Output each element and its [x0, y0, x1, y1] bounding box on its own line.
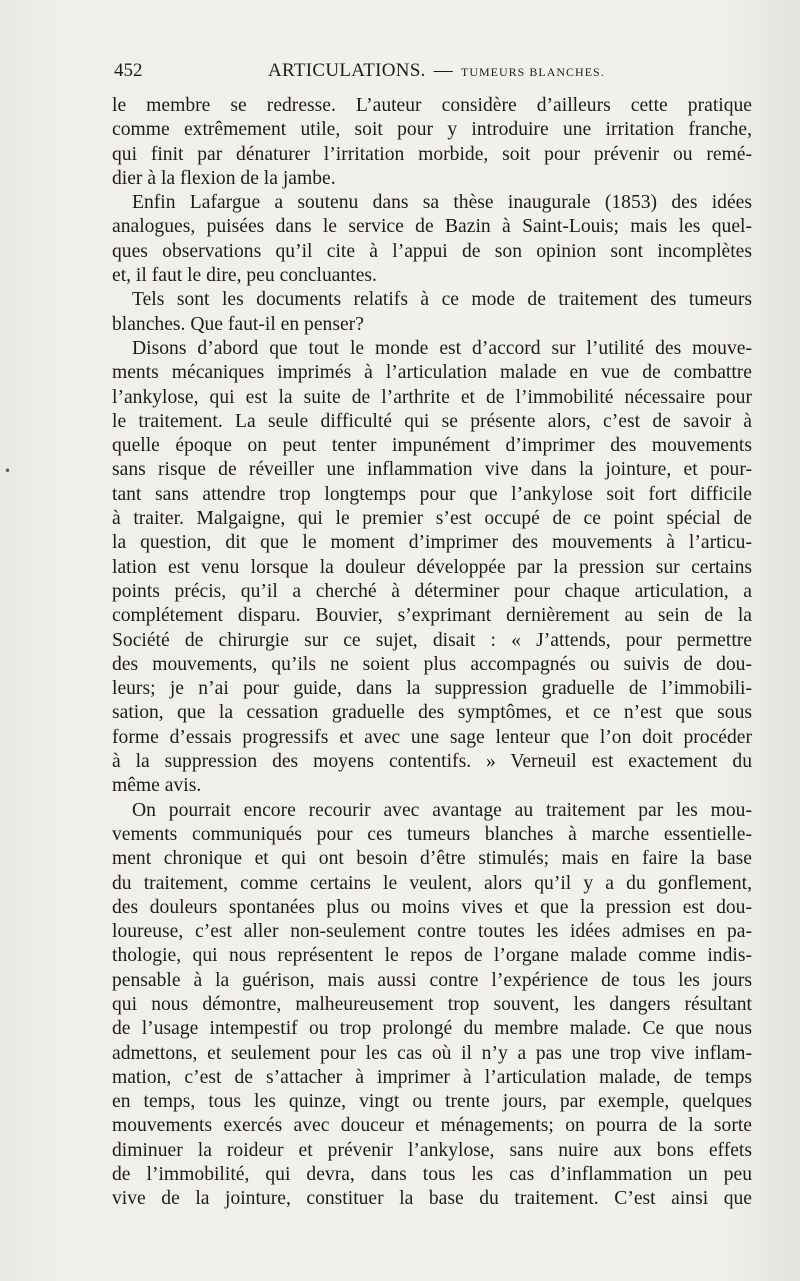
- text-line: thologie, qui nous représentent le repos de l’organe malade comme indis-: [112, 945, 752, 967]
- text-line: mation, c’est de s’attacher à imprimer à l’articulation malade, de temps: [112, 1066, 752, 1088]
- text-line: ques observations qu’il cite à l’appui de son opinion sont incomplètes: [112, 240, 752, 262]
- text-line: sans risque de réveiller une inflammation vive dans la jointure, et pour-: [112, 459, 752, 481]
- text-line: Enfin Lafargue a soutenu dans sa thèse inaugurale (1853) des idées: [132, 192, 752, 214]
- text-line: qui finit par dénaturer l’irritation morbide, soit pour prévenir ou remé-: [112, 143, 752, 165]
- running-title: [268, 60, 605, 82]
- text-line: comme extrêmement utile, soit pour y introduire une irritation franche,: [112, 119, 752, 141]
- body-text: [112, 94, 752, 1212]
- text-line: points précis, qu’il a cherché à déterminer pour chaque articulation, a: [112, 580, 752, 602]
- text-line: Tels sont les documents relatifs à ce mode de traitement des tumeurs: [132, 289, 752, 311]
- text-line: mouvements exercés avec douceur et ménagements; on pourra de la sorte: [112, 1115, 752, 1137]
- text-line: On pourrait encore recourir avec avantage au traitement par les mou-: [132, 799, 752, 821]
- text-line: même avis.: [112, 775, 202, 797]
- text-line: complétement disparu. Bouvier, s’exprimant dernièrement au sein de la: [112, 605, 752, 627]
- text-line: qui nous démontre, malheureusement trop souvent, les dangers résultant: [112, 993, 752, 1015]
- text-line: forme d’essais progressifs et avec une sage lenteur que l’on doit procéder: [112, 726, 752, 748]
- text-line: lation est venu lorsque la douleur développée par la pression sur certains: [112, 556, 752, 578]
- text-line: en temps, tous les quinze, vingt ou trente jours, par exemple, quelques: [112, 1091, 752, 1113]
- text-line: de l’usage intempestif ou trop prolongé du membre malade. Ce que nous: [112, 1018, 752, 1040]
- text-line: tant sans attendre trop longtemps pour que l’ankylose soit fort difficile: [112, 483, 752, 505]
- running-header: [112, 58, 752, 86]
- text-line: des douleurs spontanées plus ou moins vives et que la pression est dou-: [112, 896, 752, 918]
- text-line: ment chronique et qui ont besoin d’être stimulés; mais en faire la base: [112, 848, 752, 870]
- text-line: diminuer la roideur et prévenir l’ankylose, sans nuire aux bons effets: [112, 1139, 752, 1161]
- text-line: à la suppression des moyens contentifs. » Verneuil est exactement du: [112, 751, 752, 773]
- text-line: analogues, puisées dans le service de Bazin à Saint-Louis; mais les quel-: [112, 216, 752, 238]
- text-line: des mouvements, qu’ils ne soient plus accompagnés ou suivis de dou-: [112, 653, 752, 675]
- text-line: la question, dit que le moment d’imprimer des mouvements à l’articu-: [112, 532, 752, 554]
- text-line: sation, que la cessation graduelle des symptômes, et ce n’est que sous: [112, 702, 752, 724]
- section-title: TUMEURS BLANCHES.: [461, 65, 605, 79]
- text-line: ments mécaniques imprimés à l’articulation malade en vue de combattre: [112, 362, 752, 384]
- chapter-title: ARTICULATIONS.: [268, 60, 426, 81]
- text-line: quelle époque on peut tenter impunément d’imprimer des mouvements: [112, 435, 752, 457]
- text-line: admettons, et seulement pour les cas où il n’y a pas une trop vive inflam-: [112, 1042, 752, 1064]
- text-line: l’ankylose, qui est la suite de l’arthrite et de l’immobilité nécessaire pour: [112, 386, 752, 408]
- text-line: pensable à la guérison, mais aussi contre l’expérience de tous les jours: [112, 969, 752, 991]
- text-line: le traitement. La seule difficulté qui se présente alors, c’est de savoir à: [112, 410, 752, 432]
- page-number: 452: [114, 60, 143, 81]
- text-line: blanches. Que faut-il en penser?: [112, 313, 364, 335]
- text-line: Disons d’abord que tout le monde est d’accord sur l’utilité des mouve-: [132, 337, 752, 359]
- text-line: le membre se redresse. L’auteur considère d’ailleurs cette pratique: [112, 95, 752, 116]
- text-line: dier à la flexion de la jambe.: [112, 167, 336, 189]
- text-line: du traitement, comme certains le veulent, alors qu’il y a du gonflement,: [112, 872, 752, 894]
- text-line: à traiter. Malgaigne, qui le premier s’est occupé de ce point spécial de: [112, 508, 752, 530]
- text-line: Société de chirurgie sur ce sujet, disait : « J’attends, pour permettre: [112, 629, 752, 651]
- text-line: et, il faut le dire, peu concluantes.: [112, 265, 377, 287]
- text-line: vive de la jointure, constituer la base du traitement. C’est ainsi que: [112, 1188, 752, 1210]
- title-dash: —: [433, 60, 454, 81]
- text-line: loureuse, c’est aller non-seulement contre toutes les idées admises en pa-: [112, 921, 752, 943]
- text-line: vements communiqués pour ces tumeurs blanches à marche essentielle-: [112, 823, 752, 845]
- margin-mark: •: [4, 464, 12, 478]
- text-line: de l’immobilité, qui devra, dans tous les cas d’inflammation un peu: [112, 1164, 752, 1186]
- text-line: leurs; je n’ai pour guide, dans la suppression graduelle de l’immobili-: [112, 678, 752, 700]
